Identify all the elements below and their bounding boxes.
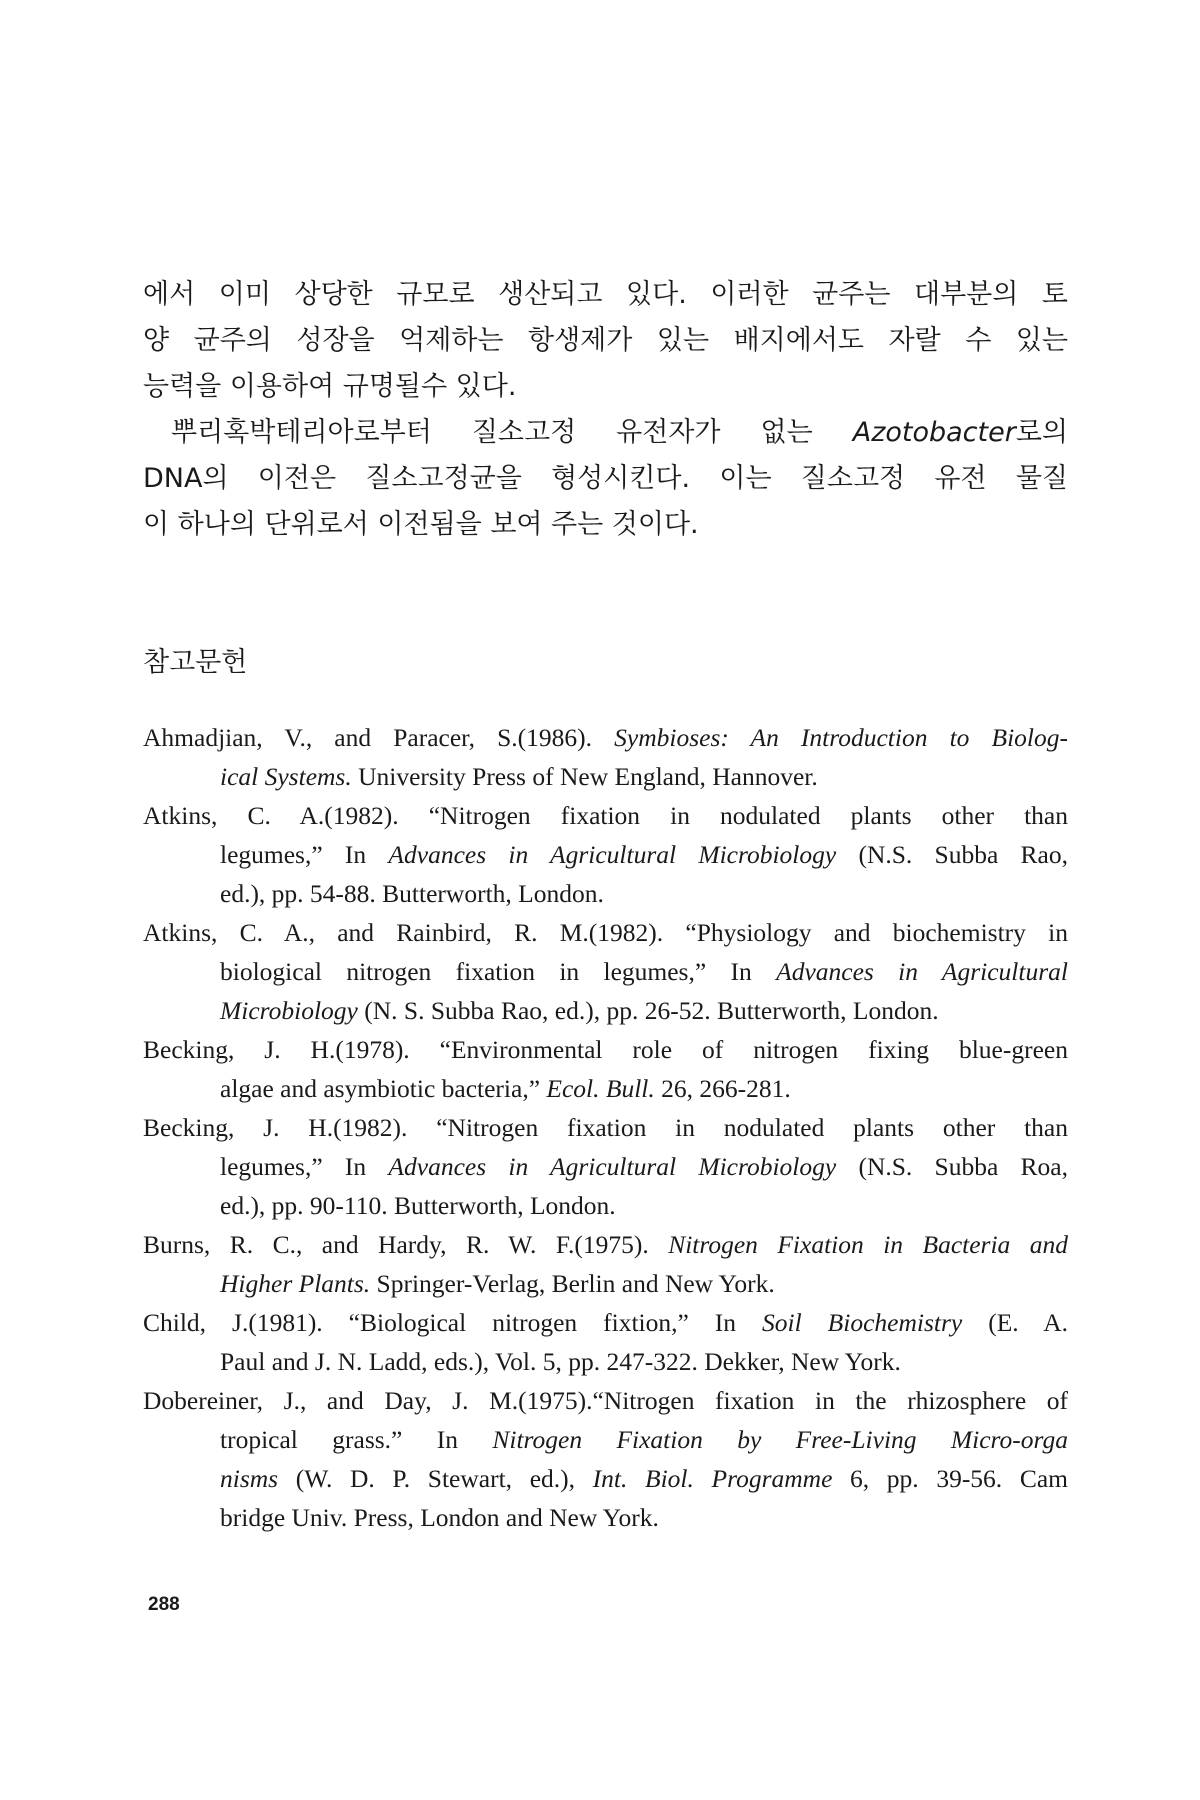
reference-line [143, 1186, 1068, 1225]
reference-entry [143, 1108, 1068, 1225]
paragraph-line [143, 272, 1068, 318]
text-segment: (N.S. Subba Roa, [836, 1152, 1068, 1181]
italic-text: Symbioses: An Introduction to Biolog- [614, 723, 1068, 752]
reference-line [143, 757, 1068, 796]
italic-text: ical Systems. [220, 762, 352, 791]
reference-line [143, 835, 1068, 874]
reference-line [143, 1225, 1068, 1264]
text-segment: Becking, J. H.(1982). “Nitrogen fixation in nodulated plants other than [143, 1113, 1068, 1142]
paragraph-line [143, 502, 1068, 548]
italic-text: Ecol. Bull. [546, 1074, 655, 1103]
text-segment: Becking, J. H.(1978). “Environmental role of nitrogen fixing blue-green [143, 1035, 1068, 1064]
reference-entry [143, 796, 1068, 913]
text-segment: 로의 [1015, 417, 1068, 448]
reference-line [143, 1069, 1068, 1108]
reference-line [143, 796, 1068, 835]
text-segment: algae and asymbiotic bacteria,” [220, 1074, 547, 1103]
italic-text: Int. Biol. Programme [592, 1464, 833, 1493]
reference-line [143, 1147, 1068, 1186]
text-segment: Springer-Verlag, Berlin and New York. [370, 1269, 775, 1298]
reference-entry [143, 718, 1068, 796]
text-segment: (N. S. Subba Rao, ed.), pp. 26-52. Butterworth, London. [357, 996, 939, 1025]
italic-text: Soil Biochemistry [762, 1308, 963, 1337]
reference-line [143, 874, 1068, 913]
text-segment: legumes,” In [220, 1152, 389, 1181]
italic-text: Advances in Agricultural [776, 957, 1068, 986]
reference-line [143, 991, 1068, 1030]
text-segment: DNA의 이전은 질소고정균을 형성시킨다. 이는 질소고정 유전 물질 [143, 463, 1068, 494]
reference-entry [143, 1303, 1068, 1381]
italic-text: Nitrogen Fixation by Free-Living Micro-orga [492, 1425, 1068, 1454]
italic-text: Azotobacter [852, 417, 1016, 448]
text-segment: Paul and J. N. Ladd, eds.), Vol. 5, pp. 247-322. Dekker, New York. [220, 1347, 901, 1376]
italic-text: nisms [220, 1464, 279, 1493]
text-segment: (N.S. Subba Rao, [836, 840, 1068, 869]
text-segment: 능력을 이용하여 규명될수 있다. [143, 371, 517, 402]
text-segment: 양 균주의 성장을 억제하는 항생제가 있는 배지에서도 자랄 수 있는 [143, 325, 1068, 356]
text-segment: Atkins, C. A., and Rainbird, R. M.(1982). “Physiology and biochemistry in [143, 918, 1068, 947]
text-segment: Atkins, C. A.(1982). “Nitrogen fixation in nodulated plants other than [143, 801, 1068, 830]
text-segment: ed.), pp. 54-88. Butterworth, London. [220, 879, 604, 908]
reference-line [143, 1264, 1068, 1303]
text-segment: biological nitrogen fixation in legumes,” In [220, 957, 777, 986]
text-segment: Dobereiner, J., and Day, J. M.(1975).“Nitrogen fixation in the rhizosphere of [143, 1386, 1068, 1415]
paragraph-line [143, 364, 1068, 410]
reference-line [143, 1108, 1068, 1147]
reference-line [143, 1030, 1068, 1069]
text-segment: 에서 이미 상당한 규모로 생산되고 있다. 이러한 균주는 대부분의 토 [143, 279, 1068, 310]
reference-line [143, 1459, 1068, 1498]
text-segment: legumes,” In [220, 840, 389, 869]
text-segment: 6, pp. 39-56. Cam [832, 1464, 1068, 1493]
text-segment: University Press of New England, Hannover. [351, 762, 818, 791]
paragraph-line [143, 456, 1068, 502]
italic-text: Advances in Agricultural Microbiology [388, 1152, 837, 1181]
reference-line [143, 1420, 1068, 1459]
text-segment: (E. A. [962, 1308, 1069, 1337]
paragraph-line [143, 410, 1068, 456]
page-number: 288 [148, 1594, 180, 1615]
reference-line [143, 913, 1068, 952]
text-segment: 26, 266-281. [654, 1074, 791, 1103]
references-list [143, 718, 1068, 1537]
text-segment: Ahmadjian, V., and Paracer, S.(1986). [143, 723, 615, 752]
reference-entry [143, 1030, 1068, 1108]
text-segment: tropical grass.” In [220, 1425, 493, 1454]
italic-text: Nitrogen Fixation in Bacteria and [668, 1230, 1068, 1259]
text-segment: Child, J.(1981). “Biological nitrogen fixtion,” In [143, 1308, 763, 1337]
text-segment: Burns, R. C., and Hardy, R. W. F.(1975). [143, 1230, 669, 1259]
references-heading: 참고문헌 [143, 647, 248, 678]
italic-text: Advances in Agricultural Microbiology [388, 840, 837, 869]
paragraph-line [143, 318, 1068, 364]
body-text [143, 272, 1068, 548]
text-segment: (W. D. P. Stewart, ed.), [278, 1464, 593, 1493]
text-segment: 이 하나의 단위로서 이전됨을 보여 주는 것이다. [143, 509, 699, 540]
reference-line [143, 1498, 1068, 1537]
text-segment: 뿌리혹박테리아로부터 질소고정 유전자가 없는 [171, 417, 853, 448]
reference-entry [143, 1381, 1068, 1537]
italic-text: Microbiology [220, 996, 358, 1025]
reference-entry [143, 1225, 1068, 1303]
reference-line [143, 952, 1068, 991]
reference-line [143, 1342, 1068, 1381]
text-segment: ed.), pp. 90-110. Butterworth, London. [220, 1191, 616, 1220]
reference-line [143, 718, 1068, 757]
text-segment: bridge Univ. Press, London and New York. [220, 1503, 659, 1532]
reference-entry [143, 913, 1068, 1030]
reference-line [143, 1381, 1068, 1420]
italic-text: Higher Plants. [220, 1269, 371, 1298]
reference-line [143, 1303, 1068, 1342]
